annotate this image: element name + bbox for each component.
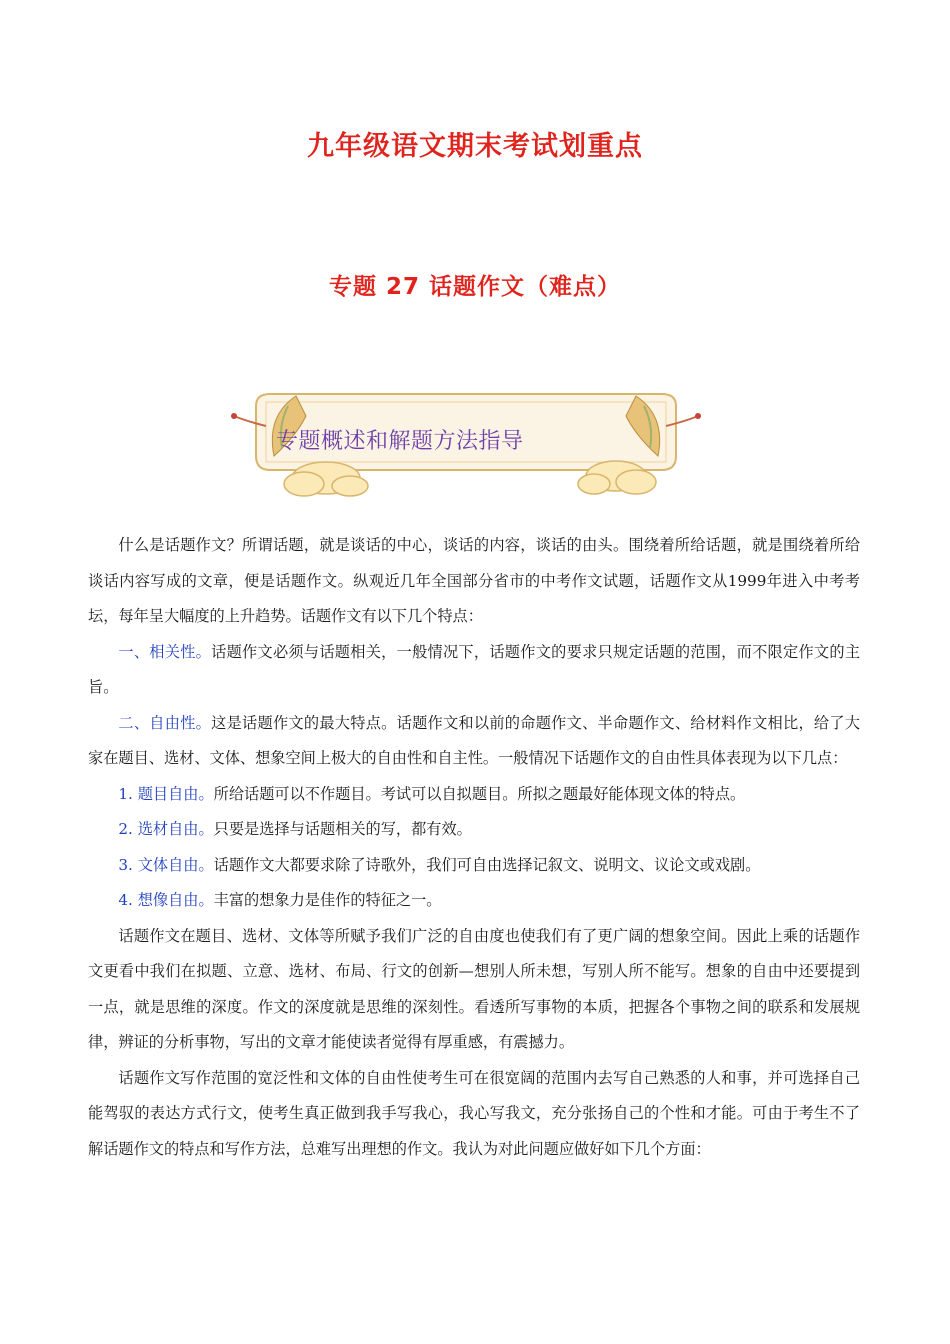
item-text: 丰富的想象力是佳作的特征之一。 [213, 891, 442, 909]
item-text: 只要是选择与话题相关的写，都有效。 [213, 820, 472, 838]
page-title: 九年级语文期末考试划重点 [307, 131, 643, 162]
paragraph-intro: 什么是话题作文？所谓话题，就是谈话的中心，谈话的内容，谈话的由头。围绕着所给话题，就是围绕着所给谈话内容写成的文章，便是话题作文。纵观近几年全国部分省市的中考作文试题，话题作文从1999年进入中考考坛，每年呈大幅度的上升趋势。话题作文有以下几个特点： [88, 536, 860, 625]
item-label: 3. 文体自由。 [118, 855, 214, 874]
point-text: 话题作文必须与话题相关，一般情况下，话题作文的要求只规定话题的范围，而不限定作文的主旨。 [88, 642, 861, 696]
paragraph-relevance [88, 635, 860, 706]
list-item [88, 848, 860, 884]
paragraph-conclusion: 话题作文写作范围的宽泛性和文体的自由性使考生可在很宽阔的范围内去写自己熟悉的人和事，并可选择自己能驾驭的表达方式行文，使考生真正做到我手写我心，我心写我文，充分张扬自己的个性和才能。可由于考生不了解话题作文的特点和写作方法，总难写出理想的作文。我认为对此问题应做好如下几个方面： [88, 1068, 860, 1158]
article-body [88, 528, 860, 1167]
point-label: 一、相关性。 [118, 642, 212, 661]
item-text: 话题作文大都要求除了诗歌外，我们可自由选择记叙文、说明文、议论文或戏剧。 [213, 855, 761, 874]
list-item [88, 777, 860, 813]
paragraph-imagination: 话题作文在题目、选材、文体等所赋予我们广泛的自由度也使我们有了更广阔的想象空间。因此上乘的话题作文更看中我们在拟题、立意、选材、布局、行文的创新—想别人所未想，写别人所不能写。想象的自由中还要提到一点，就是思维的深度。作文的深度就是思维的深刻性。看透所写事物的本质，把握各个事物之间的联系和发展规律，辨证的分析事物，写出的文章才能使读者觉得有厚重感，有震撼力。 [88, 926, 860, 1051]
paragraph-freedom [88, 706, 860, 777]
point-label: 二、自由性。 [118, 713, 212, 732]
point-text: 这是话题作文的最大特点。话题作文和以前的命题作文、半命题作文、给材料作文相比，给了大家在题目、选材、文体、想象空间上极大的自由性和自主性。一般情况下话题作文的自由性具体表现为以下几点： [88, 713, 861, 767]
item-label: 4. 想像自由。 [118, 891, 214, 909]
list-item [88, 812, 860, 848]
banner-label: 专题概述和解题方法指导 [276, 429, 524, 454]
section-banner [226, 386, 706, 506]
topic-subtitle: 专题 27 话题作文（难点） [328, 274, 622, 300]
item-label: 1. 题目自由。 [118, 784, 214, 803]
item-label: 2. 选材自由。 [118, 820, 214, 838]
item-text: 所给话题可以不作题目。考试可以自拟题目。所拟之题最好能体现文体的特点。 [213, 784, 746, 803]
list-item [88, 883, 860, 919]
